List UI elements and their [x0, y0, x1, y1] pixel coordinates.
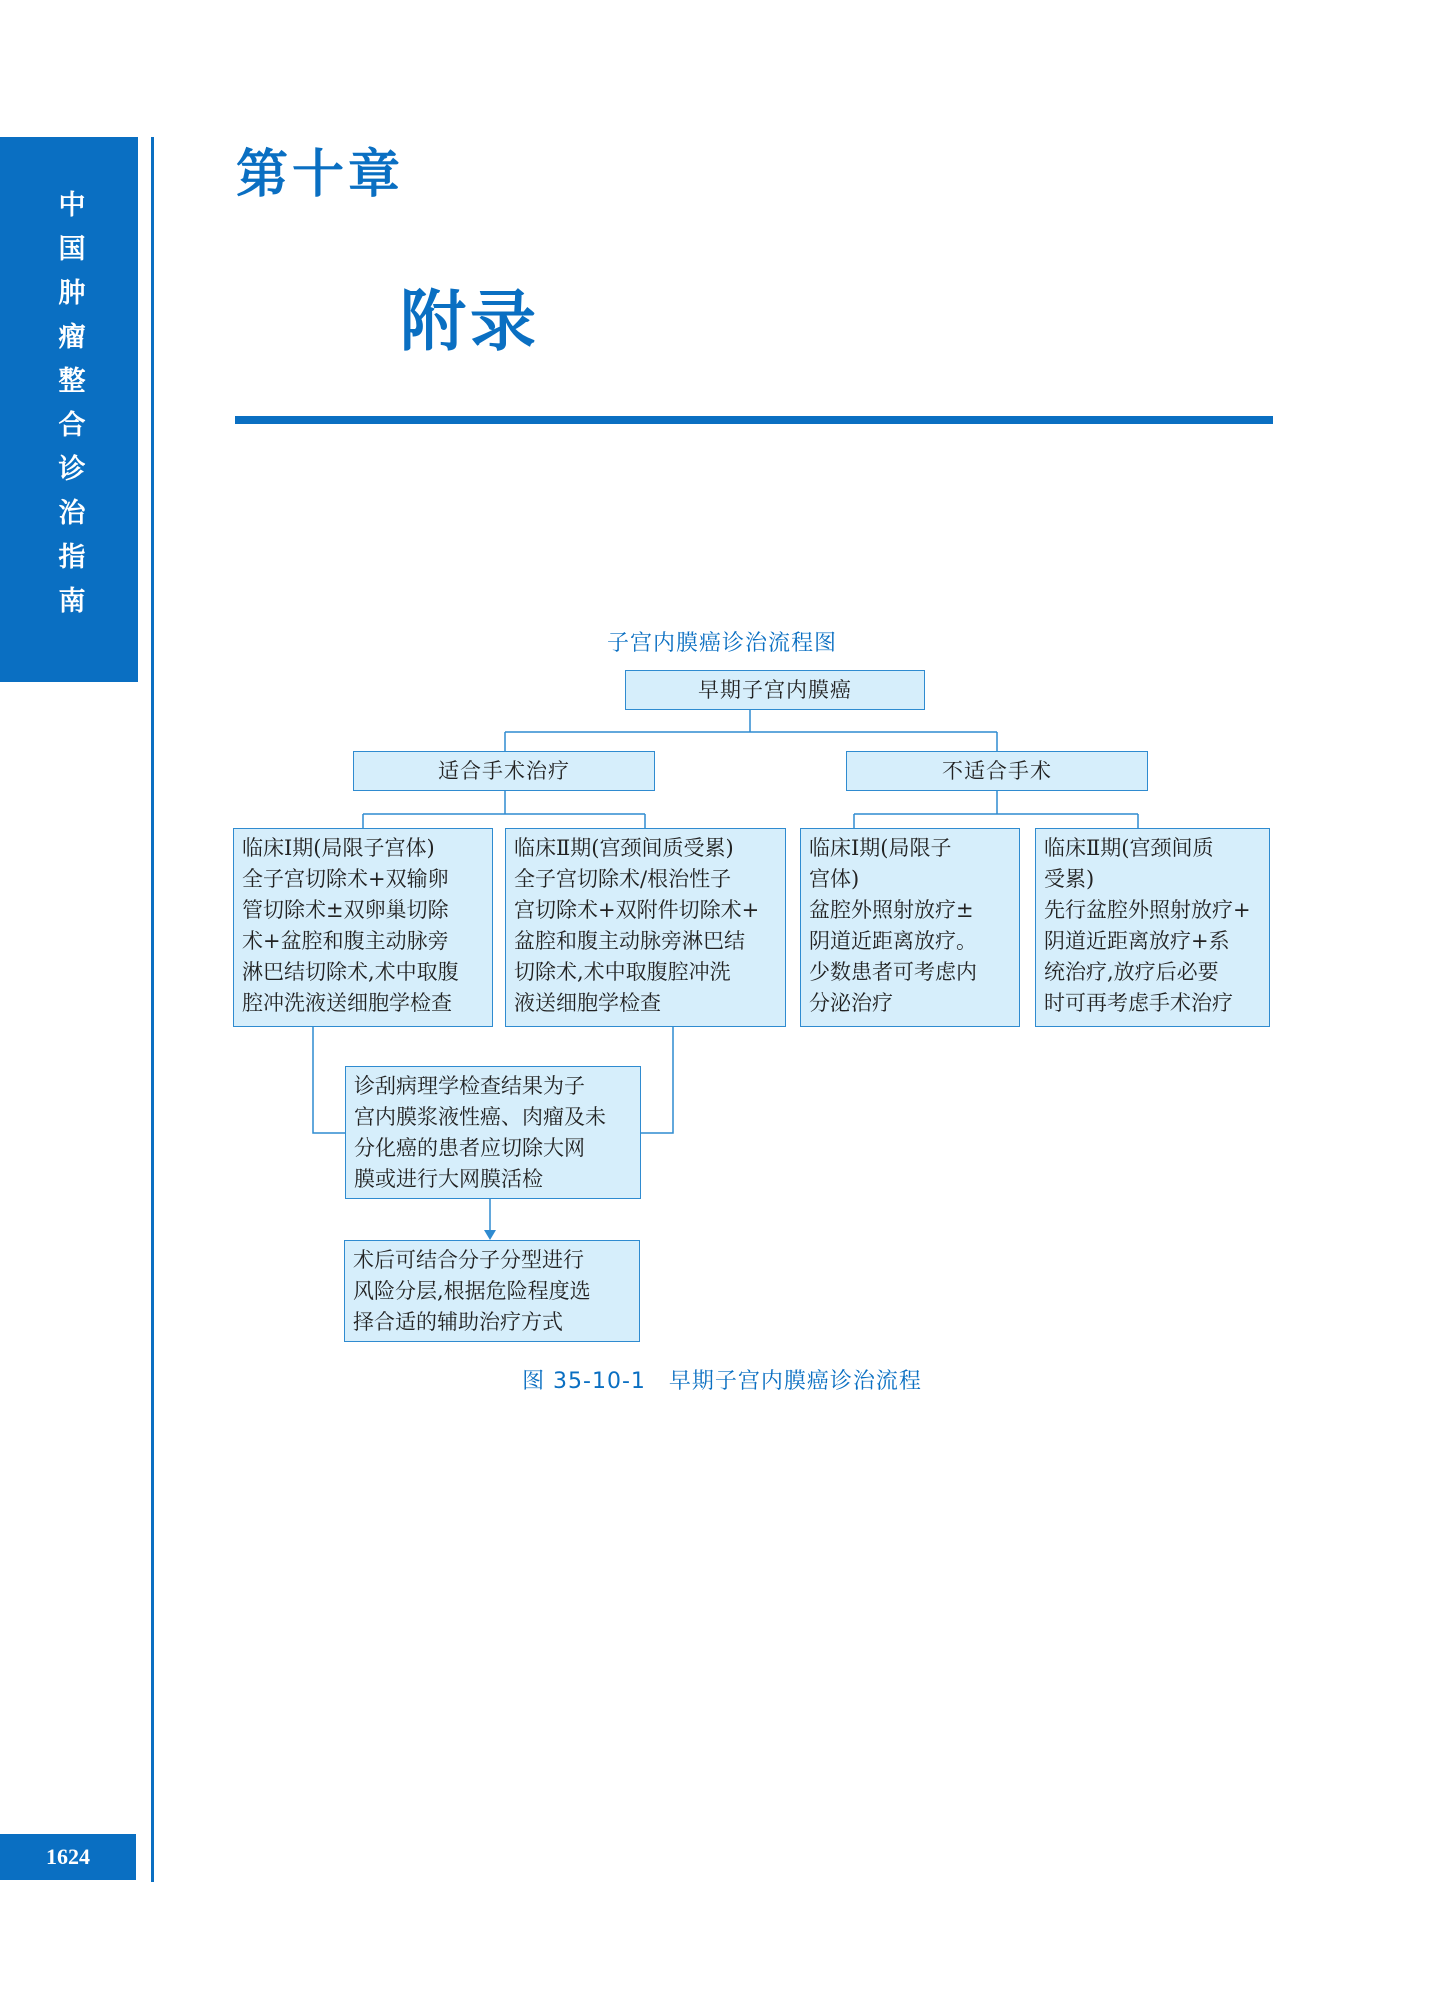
book-title: 中国肿瘤整合诊治指南: [53, 190, 85, 630]
adjuvant-note-node: 术后可结合分子分型进行 风险分层,根据危险程度选 择合适的辅助治疗方式: [344, 1240, 640, 1342]
figure-caption: 图 35-10-1 早期子宫内膜癌诊治流程: [522, 1369, 922, 1394]
stage1-surgery-node: 临床Ⅰ期(局限子宫体) 全子宫切除术+双输卵 管切除术±双卵巢切除 术+盆腔和腹主动脉旁 淋巴结切除术,术中取腹 腔冲洗液送细胞学检查: [233, 828, 493, 1027]
page-number: 1624: [0, 1834, 136, 1880]
stage1-nosurgery-node: 临床Ⅰ期(局限子 宫体) 盆腔外照射放疗± 阴道近距离放疗。 少数患者可考虑内 分泌治疗: [800, 828, 1020, 1027]
chapter-heading: 第十章: [236, 144, 405, 205]
omentum-note-node: 诊刮病理学检查结果为子 宫内膜浆液性癌、肉瘤及未 分化癌的患者应切除大网 膜或进行大网膜活检: [345, 1066, 641, 1199]
stage2-nosurgery-node: 临床Ⅱ期(宫颈间质 受累) 先行盆腔外照射放疗+ 阴道近距离放疗+系 统治疗,放疗后必要 时可再考虑手术治疗: [1035, 828, 1270, 1027]
stage2-surgery-node: 临床Ⅱ期(宫颈间质受累) 全子宫切除术/根治性子 宫切除术+双附件切除术+ 盆腔和腹主动脉旁淋巴结 切除术,术中取腹腔冲洗 液送细胞学检查: [505, 828, 786, 1027]
surgery-branch-node: 适合手术治疗: [353, 751, 655, 791]
no-surgery-branch-node: 不适合手术: [846, 751, 1148, 791]
flowchart-title: 子宫内膜癌诊治流程图: [606, 631, 837, 656]
root-node: 早期子宫内膜癌: [625, 670, 925, 710]
section-heading: 附录: [400, 283, 540, 360]
